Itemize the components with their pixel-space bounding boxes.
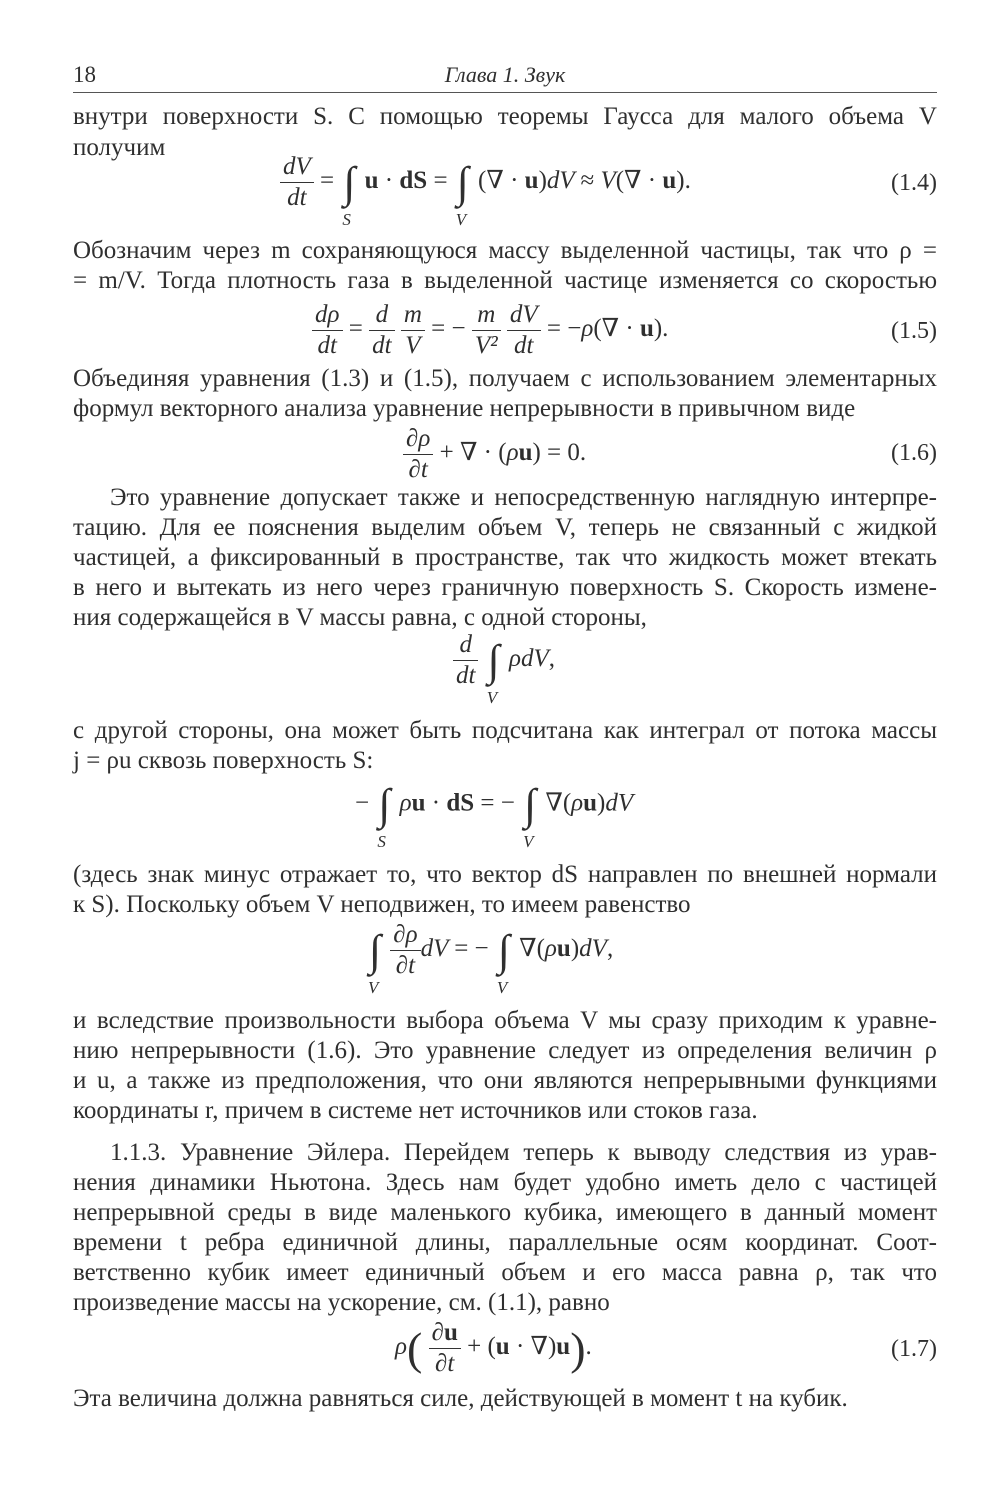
text-line: координаты r, причем в системе нет источников или стоков газа.	[73, 1097, 758, 1124]
text-line: j = ρu сквозь поверхность S:	[73, 747, 374, 774]
text-line: к S). Поскольку объем V неподвижен, то имеем равенство	[73, 891, 691, 918]
text-line: Эта величина должна равняться силе, действующей в момент t на кубик.	[73, 1385, 848, 1412]
text-line: произведение массы на ускорение, см. (1.1), равно	[73, 1289, 610, 1316]
text-line: Обозначим через m сохраняющуюся массу выделенной частицы, так что ρ =	[73, 237, 937, 264]
text-line: времени t ребра единичной длины, параллельные осям координат. Соот-	[73, 1229, 937, 1256]
equation-mass-rate: $\frac{d}{dt}$ ∫ V ρdV,	[453, 630, 555, 691]
running-header	[73, 60, 937, 93]
text-line: = m/V. Тогда плотность газа в выделенной частице изменяется со скоростью	[73, 267, 937, 294]
text-line: Это уравнение допускает также и непосредственную наглядную интерпре-	[110, 484, 937, 511]
text-line: внутри поверхности S. С помощью теоремы Гаусса для малого объема V	[73, 103, 937, 130]
text-line: ния содержащейся в V массы равна, с одной стороны,	[73, 604, 647, 631]
equation-1-4: $\frac{dV}{dt}$ = ∫ S u · dS = ∫ V (∇ · u)dV ≈ V(∇ · u).	[280, 152, 691, 213]
page-number: 18	[73, 62, 96, 87]
equation-number: (1.7)	[891, 1336, 937, 1362]
equation-1-5: $\frac{d\rho}{dt}$ = $\frac{d}{dt}$ $\frac{m}{V}$ = − $\frac{m}{\text{V²}}$ $\frac{dV}{dt}$ = −ρ(∇ · u).	[312, 300, 668, 361]
text-line: с другой стороны, она может быть подсчитана как интеграл от потока массы	[73, 717, 937, 744]
text-line: формул векторного анализа уравнение непрерывности в привычном виде	[73, 395, 856, 422]
equation-mass-flux: − ∫ S ρu · dS = − ∫ V ∇(ρu)dV	[355, 780, 634, 851]
section-heading-line: 1.1.3. Уравнение Эйлера. Перейдем теперь к выводу следствия из урав-	[110, 1139, 937, 1166]
text-line: и вследствие произвольности выбора объема V мы сразу приходим к уравне-	[73, 1007, 937, 1034]
text-line: Объединяя уравнения (1.3) и (1.5), получаем с использованием элементарных	[73, 365, 937, 392]
text-line: ветственно кубик имеет единичный объем и его масса равна ρ, так что	[73, 1259, 937, 1286]
text-line: тацию. Для ее пояснения выделим объем V, теперь не связанный с жидкой	[73, 514, 937, 541]
text-line: непрерывной среды в виде маленького кубика, имеющего в данный момент	[73, 1199, 937, 1226]
chapter-title: Глава 1. Звук	[444, 62, 566, 87]
text-line: получим	[73, 134, 166, 161]
text-line: нения динамики Ньютона. Здесь нам будет удобно иметь дело с частицей	[73, 1169, 937, 1196]
text-line: (здесь знак минус отражает то, что вектор dS направлен по внешней нормали	[73, 861, 937, 888]
text-line: частицей, а фиксированный в пространстве, так что жидкость может втекать	[73, 544, 937, 571]
equation-1-7: ρ( $\frac{\partial u}{\partial t}$ + (u · ∇)u).	[395, 1319, 592, 1377]
equation-1-6: $\frac{\partial\rho}{\partial t}$ + ∇ · (ρu) = 0.	[403, 424, 586, 485]
text-line: и u, а также из предположения, что они являются непрерывными функциями	[73, 1067, 937, 1094]
equation-number: (1.5)	[891, 318, 937, 344]
text-line: нию непрерывности (1.6). Это уравнение следует из определения величин ρ	[73, 1037, 937, 1064]
equation-number: (1.4)	[891, 170, 937, 196]
text-line: в него и вытекать из него через граничную поверхность S. Скорость измене-	[73, 574, 937, 601]
equation-number: (1.6)	[891, 440, 937, 466]
equation-equality: ∫ V $\frac{\partial\rho}{\partial t}$ dV = − ∫ V ∇(ρu)dV,	[368, 921, 614, 997]
